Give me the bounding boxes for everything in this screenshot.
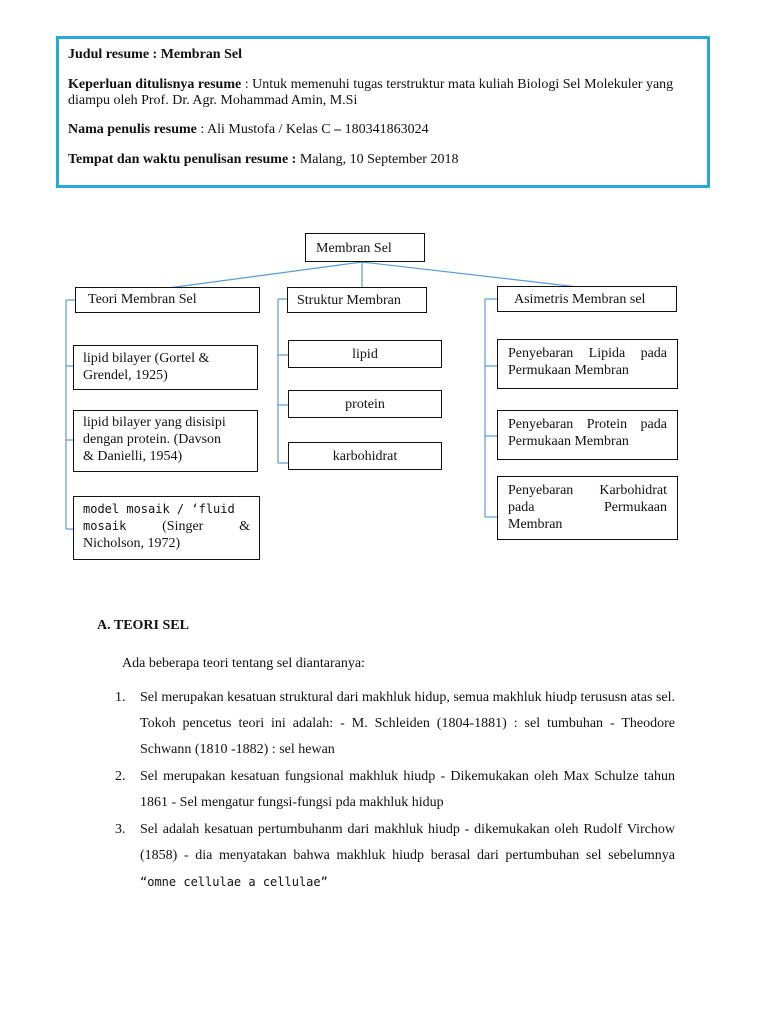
diagram-root-label: Membran Sel — [316, 241, 392, 256]
resume-place-label: Tempat dan waktu penulisan resume : — [68, 152, 297, 167]
resume-author-dash: – — [334, 122, 342, 137]
col1-item2-node — [73, 410, 258, 472]
resume-purpose-label: Keperluan ditulisnya resume — [68, 77, 242, 92]
col1-item1-node — [73, 345, 258, 390]
diagram-root-node — [305, 233, 425, 262]
list-item-text: Sel merupakan kesatuan struktural dari makhluk hidup, semua makhluk hiudp terususn atas sel. Tokoh pencetus teori ini adalah: - M. Schleiden (1804-1881) : sel tumbuhan - Theodore Schwann (1810 -1882) : sel hewan — [140, 690, 675, 757]
list-item-number: 2. — [115, 769, 126, 784]
resume-purpose-value-1: : Untuk memenuhi tugas terstruktur mata kuliah Biologi Sel Molekuler yang — [241, 77, 674, 92]
list-item — [115, 685, 675, 763]
col3-header-label: Asimetris Membran sel — [514, 292, 646, 307]
section-intro: Ada beberapa teori tentang sel diantaranya: — [122, 656, 365, 671]
col1-item3-word-mosaik: mosaik — [83, 519, 127, 533]
resume-author-value: : Ali Mustofa / Kelas C — [196, 122, 335, 137]
theory-list — [115, 685, 675, 897]
list-item-text: Sel adalah kesatuan pertumbuhanm dari makhluk hiudp - dikemukakan oleh Rudolf Virchow (1858) - dia menyatakan bahwa makhluk hiudp berasal dari pertumbuhan sel sebelumnya — [140, 822, 675, 863]
col2-item1-label: lipid — [352, 347, 378, 362]
col1-item2-line2: dengan protein. (Davson — [83, 432, 222, 447]
col3-item3-word-pada: pada — [508, 500, 535, 515]
col2-header-label: Struktur Membran — [297, 293, 401, 308]
resume-title-value: Membran Sel — [160, 47, 242, 62]
col3-item2-node — [497, 410, 678, 460]
col3-item1-line2: Permukaan Membran — [508, 363, 629, 378]
connector-root-col3 — [362, 262, 587, 288]
list-item-number: 1. — [115, 690, 126, 705]
list-item-quote: “omne cellulae a cellulae” — [140, 875, 328, 889]
list-item — [115, 764, 675, 816]
col2-item3-label: karbohidrat — [332, 449, 398, 464]
col1-item3-line1: model mosaik / ‘fluid — [83, 502, 235, 516]
col1-item1-line1: lipid bilayer (Gortel & — [83, 351, 210, 366]
col2-item2-label: protein — [345, 397, 385, 412]
list-item-number: 3. — [115, 822, 126, 837]
resume-title-label: Judul resume : — [68, 47, 161, 62]
list-item-text: Sel merupakan kesatuan fungsional makhluk hiudp - Dikemukakan oleh Max Schulze tahun 1861 - Sel mengatur fungsi-fungsi pda makhluk hidup — [140, 769, 675, 810]
col2-item2-node — [288, 390, 442, 418]
col3-item1-line1: Penyebaran Lipida pada — [508, 346, 667, 361]
col1-item3-word-amp: & — [239, 519, 250, 534]
col2-item1-node — [288, 340, 442, 368]
resume-purpose-value-2: diampu oleh Prof. Dr. Agr. Mohammad Amin, M.Si — [68, 93, 358, 108]
col3-item3-line1: Penyebaran Karbohidrat — [508, 483, 667, 498]
col1-item3-line2 — [83, 518, 250, 535]
resume-author-label: Nama penulis resume — [68, 122, 197, 137]
col2-header-node — [287, 287, 427, 313]
col1-item3-word-singer: (Singer — [162, 519, 204, 534]
col2-item3-node — [288, 442, 442, 470]
col3-item3-word-permukaan: Permukaan — [604, 500, 667, 515]
col1-header-label: Teori Membran Sel — [88, 292, 197, 307]
col1-header-node — [75, 287, 260, 313]
col1-item3-line3: Nicholson, 1972) — [83, 536, 181, 551]
col3-item3-line3: Membran — [508, 517, 563, 532]
col3-item2-line1: Penyebaran Protein pada — [508, 417, 667, 432]
col3-item3-line2 — [508, 499, 667, 516]
col1-item2-line1: lipid bilayer yang disisipi — [83, 415, 226, 430]
list-item — [115, 817, 675, 896]
resume-place-value: Malang, 10 September 2018 — [296, 152, 459, 167]
connector-root-col1 — [168, 262, 362, 288]
section-title: A. TEORI SEL — [97, 618, 189, 633]
col1-item3-node — [73, 496, 260, 560]
col1-item1-line2: Grendel, 1925) — [83, 368, 168, 383]
resume-author-id: 180341863024 — [341, 122, 429, 137]
col3-item2-line2: Permukaan Membran — [508, 434, 629, 449]
col1-item2-line3: & Danielli, 1954) — [83, 449, 183, 464]
col3-item3-node — [497, 476, 678, 540]
col3-item1-node — [497, 339, 678, 389]
col3-header-node — [497, 286, 677, 312]
